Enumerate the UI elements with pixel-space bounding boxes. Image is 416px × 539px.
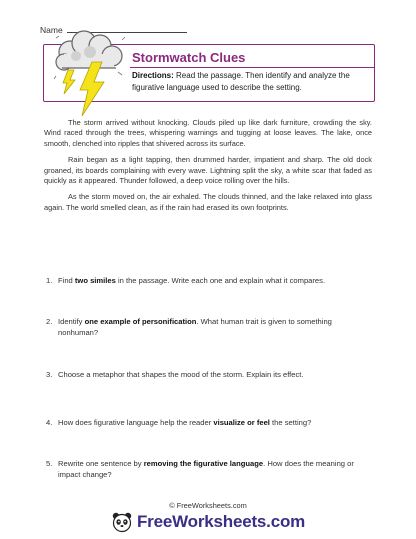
passage-paragraph: The storm arrived without knocking. Clouds piled up like dark furniture, crowding the sky. Wind raced through the trees, whispering warnings and tugging at loose leaves. The lake, once smooth, clenched into ripples that shivered across its surface. <box>44 118 372 148</box>
directions <box>132 70 368 93</box>
question-text: Find two similes in the passage. Write each one and explain what it compares. <box>58 276 326 285</box>
question-text: Choose a metaphor that shapes the mood of the storm. Explain its effect. <box>58 370 304 379</box>
question-number: 4. <box>46 418 53 427</box>
passage <box>44 118 372 219</box>
footer-logo[interactable] <box>103 511 313 533</box>
storm-cloud-lightning-icon <box>52 30 132 124</box>
footer-url-text: FreeWorksheets.com <box>174 501 247 510</box>
directions-label: Directions: <box>132 71 174 80</box>
directions-text: Read the passage. Then identify and analyze the figurative language used to describe the setting. <box>132 71 350 92</box>
title-divider <box>130 67 374 68</box>
footer-url[interactable] <box>0 501 416 510</box>
passage-paragraph: As the storm moved on, the air exhaled. The clouds thinned, and the lake relaxed into glass again. The world smelled clean, as if the rain had erased its own footprints. <box>44 192 372 212</box>
question-number: 3. <box>46 370 53 379</box>
question-text: Rewrite one sentence by removing the figurative language. How does the meaning or impact change? <box>58 459 354 479</box>
question-number: 1. <box>46 276 53 285</box>
question-text: Identify one example of personification. What human trait is given to something nonhuman? <box>58 317 332 337</box>
question-number: 2. <box>46 317 53 326</box>
panda-logo-icon <box>111 511 133 533</box>
name-label: Name <box>40 25 63 35</box>
logo-text: FreeWorksheets.com <box>137 512 306 531</box>
question-text: How does figurative language help the reader visualize or feel the setting? <box>58 418 312 427</box>
passage-paragraph: Rain began as a light tapping, then drummed harder, impatient and sharp. The old dock groaned, its boards complaining with every wave. Lightning split the sky, a white scar that faded as quickly as it appeared. Thunder followed, a deep voice rolling over the hills. <box>44 155 372 186</box>
worksheet-title: Stormwatch Clues <box>132 50 246 65</box>
copyright-symbol: © <box>169 501 175 510</box>
question-number: 5. <box>46 459 53 468</box>
